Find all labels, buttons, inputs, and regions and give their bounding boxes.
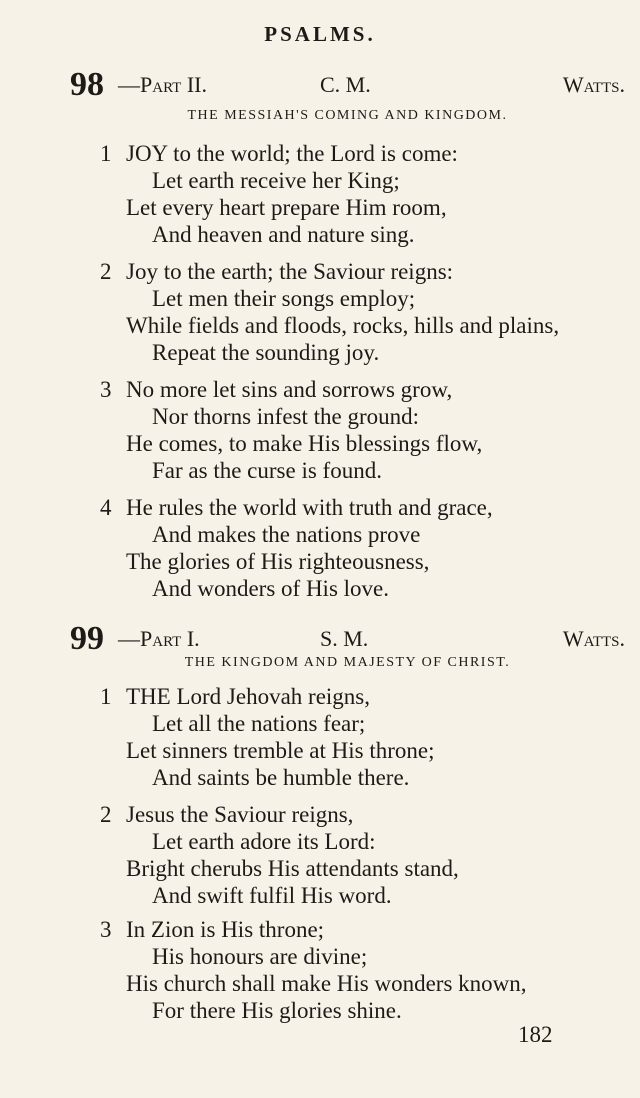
verse-line: THE Lord Jehovah reigns, <box>126 684 370 709</box>
verse-line: He comes, to make His blessings flow, <box>126 431 483 456</box>
stanza <box>100 916 640 1024</box>
verse-line: And saints be humble there. <box>152 765 410 790</box>
verse-number: 1 <box>100 684 112 709</box>
hymn-author: Watts. <box>562 626 625 651</box>
page-number: 182 <box>518 1022 553 1047</box>
hymn-number: 99 <box>70 620 104 657</box>
verse-number: 3 <box>100 377 112 402</box>
verse-number: 4 <box>100 495 112 520</box>
stanza <box>100 683 640 791</box>
verse-number: 3 <box>100 917 112 942</box>
verse-line: For there His glories shine. <box>152 998 402 1023</box>
hymn-author: Watts. <box>562 72 625 97</box>
verse-line: Let earth receive her King; <box>152 168 400 193</box>
running-head: PSALMS. <box>264 22 376 46</box>
verse-number: 1 <box>100 141 112 166</box>
verse-line: And swift fulfil His word. <box>152 883 392 908</box>
verse-line: And wonders of His love. <box>152 576 389 601</box>
verse-line: Joy to the earth; the Saviour reigns: <box>126 259 454 284</box>
hymn-part: —Part II. <box>118 72 207 97</box>
verse-line: Let all the nations fear; <box>152 711 366 736</box>
verse-line: Bright cherubs His attendants stand, <box>126 856 459 881</box>
verse-line: Jesus the Saviour reigns, <box>126 802 354 827</box>
hymn-meter: C. M. <box>320 72 371 97</box>
verse-line: His church shall make His wonders known, <box>126 971 527 996</box>
verse-line: His honours are divine; <box>152 944 368 969</box>
stanza <box>100 494 640 602</box>
verse-line: And makes the nations prove <box>152 522 421 547</box>
verse-line: The glories of His righteousness, <box>126 549 430 574</box>
hymn-header <box>70 66 625 106</box>
verse-line: Let earth adore its Lord: <box>152 829 376 854</box>
stanza <box>100 140 640 248</box>
verse-number: 2 <box>100 802 112 827</box>
hymn-title: THE MESSIAH'S COMING AND KINGDOM. <box>187 108 508 123</box>
verse-line: He rules the world with truth and grace, <box>126 495 493 520</box>
hymn-header <box>70 620 625 660</box>
hymn-part: —Part I. <box>118 626 200 651</box>
verse-line: No more let sins and sorrows grow, <box>126 377 453 402</box>
verse-line: And heaven and nature sing. <box>152 222 415 247</box>
hymn-meter: S. M. <box>320 626 369 651</box>
verse-line: In Zion is His throne; <box>126 917 325 942</box>
verse-line: JOY to the world; the Lord is come: <box>126 141 458 166</box>
verse-line: Far as the curse is found. <box>152 458 382 483</box>
hymn-title: THE KINGDOM AND MAJESTY OF CHRIST. <box>184 655 511 670</box>
verse-number: 2 <box>100 259 112 284</box>
stanza <box>100 376 640 484</box>
verse-line: Let every heart prepare Him room, <box>126 195 447 220</box>
verse-line: While fields and floods, rocks, hills and plains, <box>126 313 560 338</box>
verse-line: Nor thorns infest the ground: <box>152 404 420 429</box>
stanza <box>100 801 640 909</box>
stanza <box>100 258 640 366</box>
hymn-number: 98 <box>70 66 104 103</box>
verse-line: Repeat the sounding joy. <box>152 340 380 365</box>
verse-line: Let sinners tremble at His throne; <box>126 738 435 763</box>
verse-line: Let men their songs employ; <box>152 286 416 311</box>
